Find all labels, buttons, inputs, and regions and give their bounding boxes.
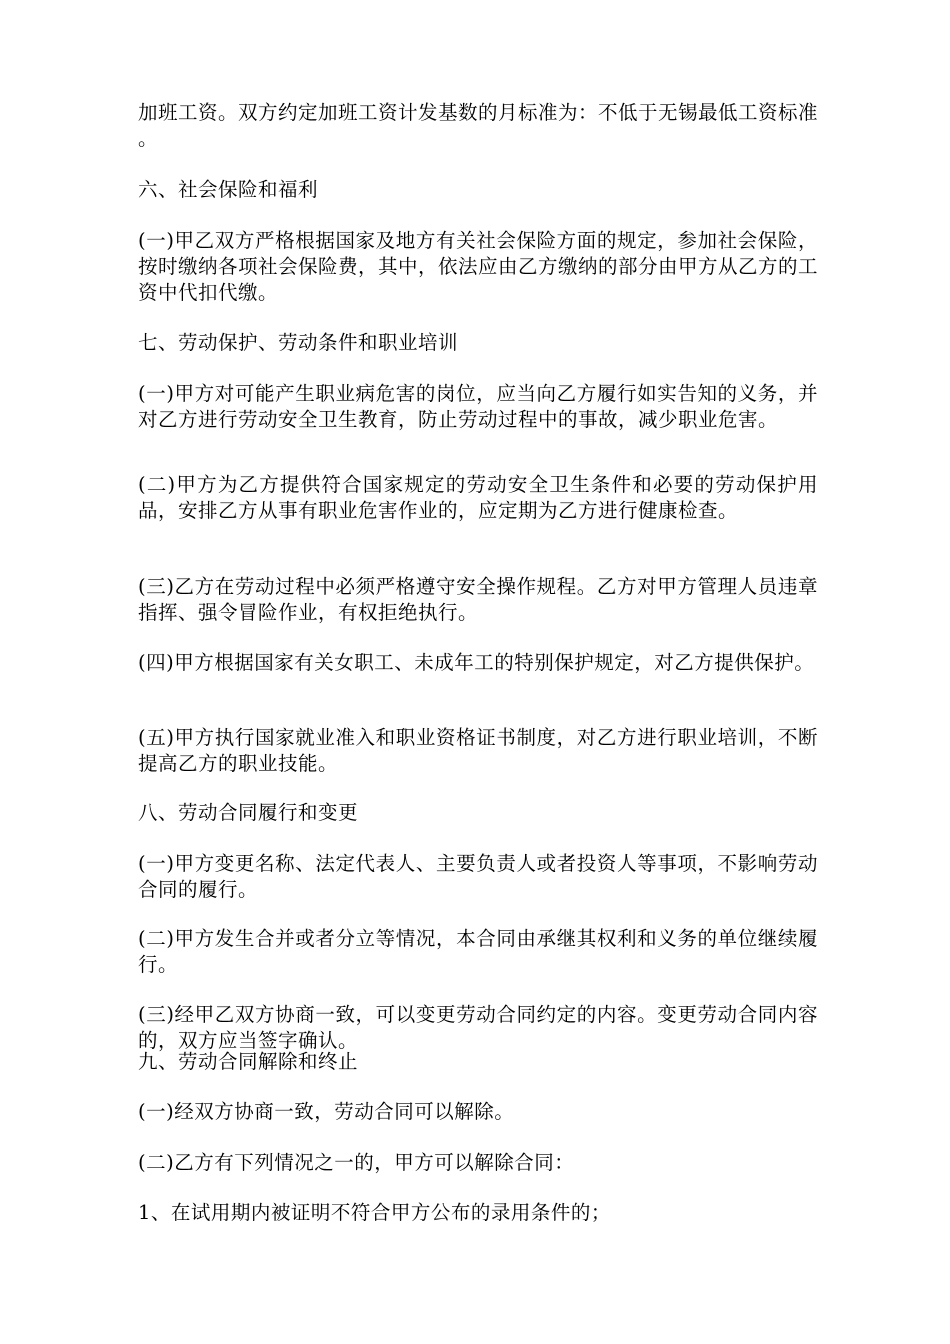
paragraph-protection-2: (二)甲方为乙方提供符合国家规定的劳动安全卫生条件和必要的劳动保护用品，安排乙方从事有职业危害作业的，应定期为乙方进行健康检查。 <box>138 473 818 522</box>
paragraph-performance-3: (三)经甲乙双方协商一致，可以变更劳动合同约定的内容。变更劳动合同内容的，双方应当签字确认。 <box>138 1003 818 1052</box>
paragraph-performance-2: (二)甲方发生合并或者分立等情况，本合同由承继其权利和义务的单位继续履行。 <box>138 927 818 976</box>
heading-labor-protection: 七、劳动保护、劳动条件和职业培训 <box>138 331 459 354</box>
paragraph-termination-item-1: 1、在试用期内被证明不符合甲方公布的录用条件的； <box>138 1201 611 1224</box>
heading-social-insurance: 六、社会保险和福利 <box>138 178 319 201</box>
paragraph-insurance-1: (一)甲乙双方严格根据国家及地方有关社会保险方面的规定，参加社会保险，按时缴纳各项社会保险费，其中，依法应由乙方缴纳的部分由甲方从乙方的工资中代扣代缴。 <box>138 229 819 304</box>
paragraph-overtime-pay: 加班工资。双方约定加班工资计发基数的月标准为：不低于无锡最低工资标准 。 <box>138 101 819 150</box>
paragraph-performance-1: (一)甲方变更名称、法定代表人、主要负责人或者投资人等事项，不影响劳动合同的履行。 <box>138 852 818 901</box>
paragraph-protection-3: (三)乙方在劳动过程中必须严格遵守安全操作规程。乙方对甲方管理人员违章指挥、强令冒险作业，有权拒绝执行。 <box>138 575 818 624</box>
paragraph-termination-2: (二)乙方有下列情况之一的，甲方可以解除合同： <box>138 1151 575 1174</box>
paragraph-protection-1: (一)甲方对可能产生职业病危害的岗位，应当向乙方履行如实告知的义务，并对乙方进行劳动安全卫生教育，防止劳动过程中的事故，减少职业危害。 <box>138 382 818 431</box>
paragraph-protection-5: (五)甲方执行国家就业准入和职业资格证书制度，对乙方进行职业培训，不断提高乙方的职业技能。 <box>138 726 818 775</box>
heading-contract-performance: 八、劳动合同履行和变更 <box>138 801 359 824</box>
paragraph-termination-1: (一)经双方协商一致，劳动合同可以解除。 <box>138 1100 515 1123</box>
heading-contract-termination: 九、劳动合同解除和终止 <box>138 1050 359 1073</box>
paragraph-protection-4: (四)甲方根据国家有关女职工、未成年工的特别保护规定，对乙方提供保护。 <box>138 651 815 674</box>
